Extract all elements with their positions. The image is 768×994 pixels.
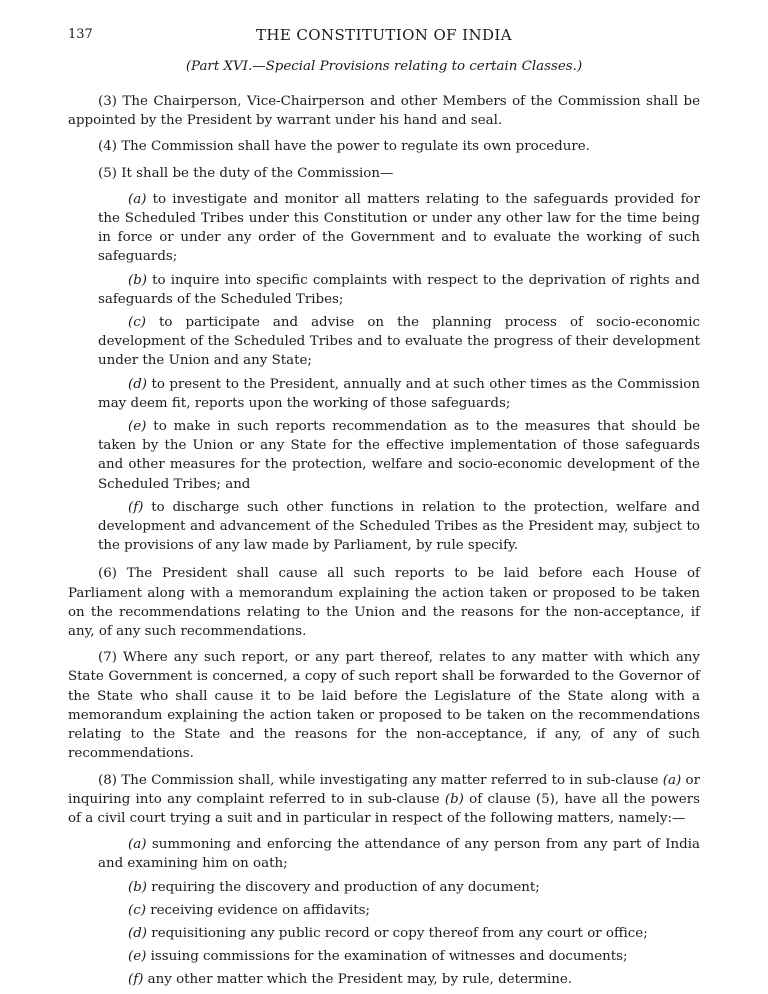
duty-text: to discharge such other functions in relation to the protection, welfare and development and advancement of the Scheduled Tribes as the President may, subject to the provisions of any law made by Parliament, by rule specify. — [98, 499, 700, 554]
power-letter: (e) — [128, 949, 147, 965]
duty-item-a — [98, 190, 700, 267]
power-text: summoning and enforcing the attendance of any person from any part of India and examining him on oath; — [98, 837, 700, 872]
duty-item-d — [98, 375, 700, 413]
power-letter: (a) — [128, 837, 147, 853]
document-body — [68, 92, 700, 994]
power-letter: (b) — [128, 879, 148, 895]
page-header — [68, 24, 700, 46]
power-text: issuing commissions for the examination of witnesses and documents; — [146, 949, 628, 965]
duty-letter: (b) — [128, 272, 148, 288]
power-item-e — [98, 947, 700, 966]
duty-letter: (c) — [128, 315, 146, 331]
clause-8-text: of clause (5), have all the powers of a civil court trying a suit and in particular in respect of the following matters, namely:— — [68, 791, 701, 826]
clause-3: (3) The Chairperson, Vice-Chairperson and other Members of the Commission shall be appointed by the President by warrant under his hand and seal. — [68, 94, 700, 129]
power-text: requiring the discovery and production of any document; — [147, 879, 540, 895]
power-item-d — [98, 924, 700, 943]
duty-text: to make in such reports recommendation as to the measures that should be taken by the Union or any State for the effective implementation of those safeguards and other measures for the protection, welfare and socio-economic development of the Scheduled Tribes; and — [98, 419, 700, 492]
clause-4: (4) The Commission shall have the power to regulate its own procedure. — [98, 139, 590, 155]
power-text: receiving evidence on affidavits; — [145, 902, 371, 918]
clause-5: (5) It shall be the duty of the Commission— — [98, 165, 394, 181]
running-title: THE CONSTITUTION OF INDIA — [256, 26, 512, 44]
clause-8 — [68, 771, 700, 829]
clause-6: (6) The President shall cause all such reports to be laid before each House of Parliament along with a memorandum explaining the action taken or proposed to be taken on the recommendations relating to the Union and the reasons for the non-acceptance, if any, of any such recommendations. — [68, 566, 700, 640]
page-number: 137 — [68, 27, 93, 42]
power-letter: (f) — [128, 972, 144, 988]
power-item-f — [98, 970, 700, 989]
power-letter: (d) — [128, 925, 148, 941]
duty-text: to inquire into specific complaints with respect to the deprivation of rights and safeguards of the Scheduled Tribes; — [98, 272, 700, 307]
duty-item-f — [98, 498, 700, 556]
clause-8-text: (8) The Commission shall, while investigating any matter referred to in sub-clause — [98, 772, 663, 788]
clause-7: (7) Where any such report, or any part thereof, relates to any matter with which any State Government is concerned, a copy of such report shall be forwarded to the Governor of the State who shall cause it to be laid before the Legislature of the State along with a memorandum explaining the action taken or proposed to be taken on the recommendations relating to the State and the reasons for the non-acceptance, if any, of any of such recommendations. — [68, 650, 700, 762]
duty-letter: (a) — [128, 191, 147, 207]
duty-text: to investigate and monitor all matters relating to the safeguards provided for the Scheduled Tribes under this Constitution or under any other law for the time being in force or under any order of the Government and to evaluate the working of such safeguards; — [98, 191, 700, 265]
duty-text: to participate and advise on the planning process of socio-economic development of the Scheduled Tribes and to evaluate the progress of their development under the Union and any State; — [98, 315, 700, 369]
power-text: requisitioning any public record or copy thereof from any court or office; — [147, 925, 648, 941]
duty-item-b — [98, 271, 700, 309]
power-letter: (c) — [128, 902, 146, 918]
power-item-c — [98, 901, 700, 920]
power-text: any other matter which the President may, by rule, determine. — [143, 972, 573, 988]
duty-item-e — [98, 417, 700, 494]
duty-letter: (e) — [128, 419, 147, 435]
duty-letter: (f) — [128, 499, 144, 515]
part-subtitle: (Part XVI.—Special Provisions relating to certain Classes.) — [185, 59, 583, 74]
power-item-b — [98, 878, 700, 897]
duty-text: to present to the President, annually and at such other times as the Commission may deem fit, reports upon the working of those safeguards; — [98, 376, 700, 411]
duty-letter: (d) — [128, 376, 148, 392]
clause-8-text: or inquiring into any complaint referred to in sub-clause — [68, 772, 700, 807]
subclause-ref-b: (b) — [444, 791, 464, 807]
power-item-a — [98, 835, 700, 873]
duty-item-c — [98, 313, 700, 371]
subclause-ref-a: (a) — [662, 772, 682, 788]
